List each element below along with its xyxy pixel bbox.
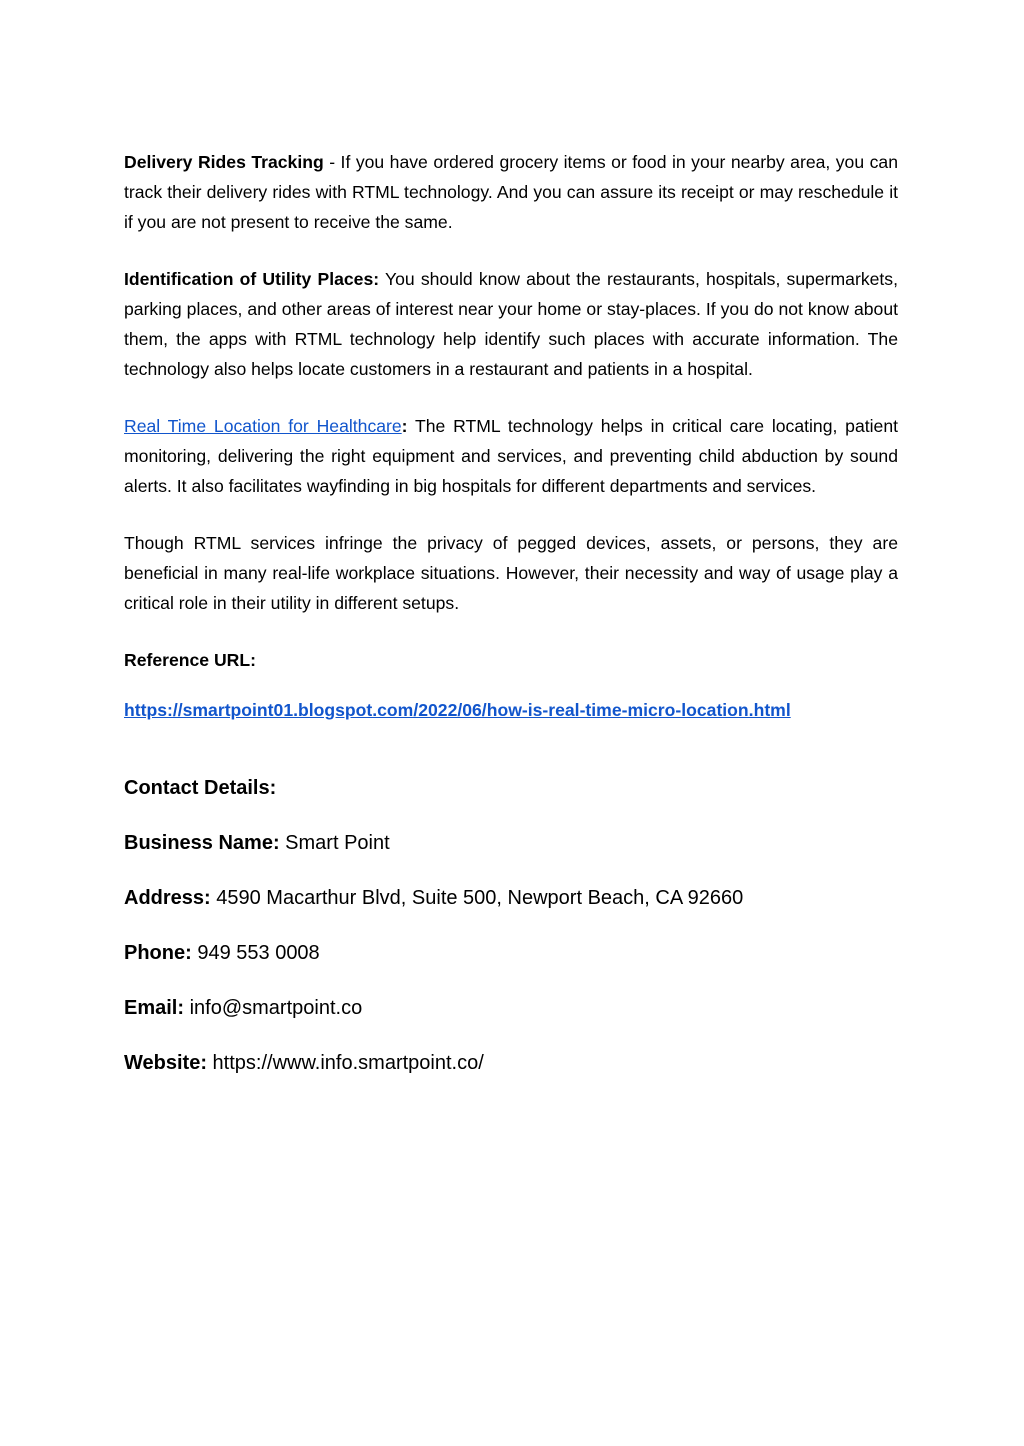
- business-name-label: Business Name:: [124, 832, 280, 854]
- reference-url-link[interactable]: https://smartpoint01.blogspot.com/2022/06/how-is-real-time-micro-location.html: [124, 700, 791, 720]
- contact-business-name: [124, 828, 898, 858]
- healthcare-text: The RTML technology helps in critical care locating, patient monitoring, delivering the right equipment and services, and preventing child abduction by sound alerts. It also facilitates wayfinding in big hospitals for different departments and services.: [124, 416, 898, 496]
- conclusion-text: Though RTML services infringe the privacy of pegged devices, assets, or persons, they are beneficial in many real-life workplace situations. However, their necessity and way of usage play a critical role in their utility in different setups.: [124, 533, 898, 613]
- contact-details-heading: Contact Details:: [124, 777, 277, 799]
- contact-address: [124, 883, 898, 913]
- delivery-rides-tracking-text: - If you have ordered grocery items or food in your nearby area, you can track their delivery rides with RTML technology. And you can assure its receipt or may reschedule it if you are not present to receive the same.: [124, 152, 898, 232]
- paragraph-conclusion: [124, 528, 898, 618]
- delivery-rides-tracking-heading: Delivery Rides Tracking: [124, 152, 324, 172]
- contact-email: [124, 993, 898, 1023]
- address-label: Address:: [124, 887, 211, 909]
- address-value: 4590 Macarthur Blvd, Suite 500, Newport Beach, CA 92660: [210, 887, 744, 909]
- utility-places-text: You should know about the restaurants, hospitals, supermarkets, parking places, and other areas of interest near your home or stay-places. If you do not know about them, the apps with RTML technology help identify such places with accurate information. The technology also helps locate customers in a restaurant and patients in a hospital.: [124, 269, 898, 379]
- phone-label: Phone:: [124, 942, 192, 964]
- contact-website: [124, 1048, 898, 1078]
- utility-places-heading: Identification of Utility Places:: [124, 269, 380, 289]
- email-label: Email:: [124, 997, 185, 1019]
- paragraph-healthcare: [124, 411, 898, 501]
- website-label: Website:: [124, 1052, 207, 1074]
- paragraph-delivery-rides-tracking: [124, 147, 898, 237]
- healthcare-link[interactable]: Real Time Location for Healthcare: [124, 416, 402, 436]
- phone-value: 949 553 0008: [191, 942, 320, 964]
- reference-url-row: [124, 695, 898, 725]
- email-value: info@smartpoint.co: [184, 997, 363, 1019]
- business-name-value: Smart Point: [279, 832, 390, 854]
- healthcare-colon: :: [401, 416, 408, 436]
- paragraph-utility-places: [124, 264, 898, 384]
- contact-phone: [124, 938, 898, 968]
- website-value: https://www.info.smartpoint.co/: [206, 1052, 484, 1074]
- reference-url-label: Reference URL:: [124, 650, 256, 670]
